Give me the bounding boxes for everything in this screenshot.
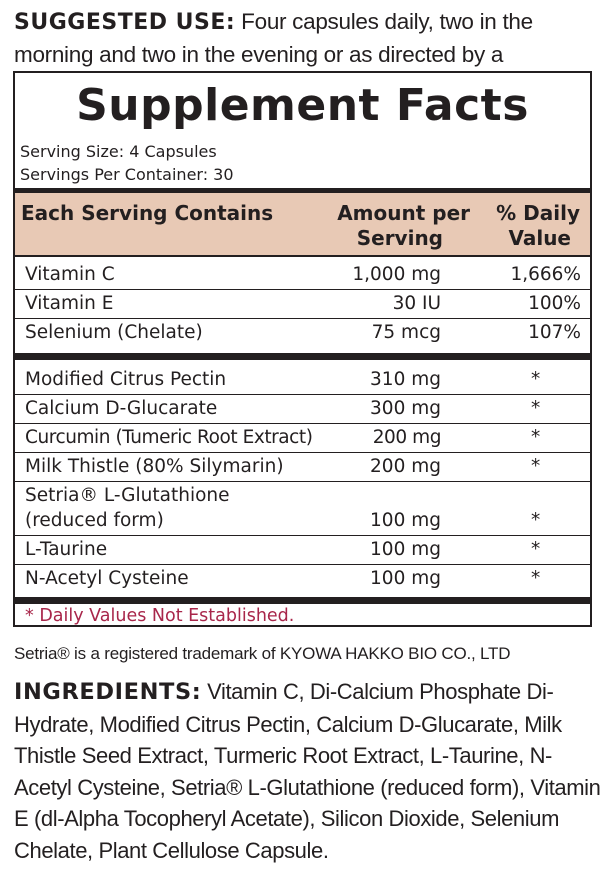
nutrient-dv: 100% [528, 293, 581, 314]
header-amount-line2: Serving [356, 226, 443, 250]
suggested-use-label: SUGGESTED USE: [14, 10, 236, 35]
nutrient-dv: * [531, 539, 541, 560]
ingredients-label: INGREDIENTS: [14, 679, 202, 705]
header-amount-line1: Amount per [337, 201, 470, 225]
nutrient-name: N-Acetyl Cysteine [25, 568, 189, 589]
supplement-facts-panel [13, 71, 592, 627]
nutrient-amount: 100 mg [370, 539, 441, 560]
nutrient-amount: 30 IU [392, 293, 441, 314]
row-divider [15, 423, 590, 424]
nutrient-dv: * [531, 398, 541, 419]
nutrient-dv: * [531, 510, 541, 531]
ingredients-text: Vitamin C, Di-Calcium Phosphate Di-Hydrate, Modified Citrus Pectin, Calcium D-Glucarate, Milk Thistle Seed Extract, Turmeric Root Extract, L-Taurine, N-Acetyl Cysteine, Setria® L-Glutathione (reduced form), Vitamin E (dl-Alpha Tocopheryl Acetate), Silicon Dioxide, Selenium Chelate, Plant Cellulose Capsule. [14, 679, 601, 863]
nutrient-name-line2: (reduced form) [25, 510, 164, 531]
nutrient-amount: 100 mg [370, 510, 441, 531]
divider-thick [15, 353, 590, 360]
nutrient-dv: 107% [528, 322, 581, 343]
header-dv-line1: % Daily [496, 201, 580, 225]
nutrient-amount: 100 mg [370, 568, 441, 589]
header-dv-line2: Value [508, 226, 571, 250]
row-divider [15, 564, 590, 565]
ingredients [14, 676, 604, 866]
row-divider [15, 394, 590, 395]
servings-per-container: Servings Per Container: 30 [20, 165, 234, 184]
row-divider [15, 481, 590, 482]
divider-thick [15, 597, 590, 604]
nutrient-amount: 200 mg [372, 427, 441, 448]
nutrient-amount: 200 mg [370, 456, 441, 477]
suggested-use-text: Four capsules daily, two in the morning and two in the evening or as directed by a [14, 9, 533, 67]
serving-size: Serving Size: 4 Capsules [20, 142, 217, 161]
row-divider [15, 289, 590, 290]
nutrient-name: Setria® L-Glutathione [25, 485, 230, 506]
nutrient-name: Vitamin C [25, 264, 115, 285]
table-header [15, 193, 590, 255]
divider-header [15, 255, 590, 257]
nutrient-dv: * [531, 427, 540, 448]
nutrient-name: Selenium (Chelate) [25, 322, 203, 343]
nutrient-amount: 75 mcg [371, 322, 441, 343]
nutrient-amount: 1,000 mg [352, 264, 441, 285]
nutrient-dv: * [531, 369, 541, 390]
row-divider [15, 535, 590, 536]
nutrient-name: Vitamin E [25, 293, 114, 314]
trademark-notice: Setria® is a registered trademark of KYOWA HAKKO BIO CO., LTD [14, 644, 511, 663]
nutrient-name: Modified Citrus Pectin [25, 369, 227, 390]
row-divider [15, 318, 590, 319]
nutrient-name: L-Taurine [25, 539, 108, 560]
nutrient-dv: 1,666% [510, 264, 581, 285]
nutrient-amount: 310 mg [370, 369, 441, 390]
nutrient-dv: * [531, 568, 541, 589]
panel-title: Supplement Facts [76, 80, 529, 131]
nutrient-name: Milk Thistle (80% Silymarin) [25, 456, 284, 477]
header-each-serving: Each Serving Contains [21, 201, 274, 225]
nutrient-name: Calcium D-Glucarate [25, 398, 218, 419]
nutrient-amount: 300 mg [370, 398, 441, 419]
daily-values-footnote: * Daily Values Not Established. [25, 606, 295, 626]
nutrient-dv: * [531, 456, 541, 477]
nutrient-name: Curcumin (Tumeric Root Extract) [25, 427, 313, 448]
row-divider [15, 452, 590, 453]
